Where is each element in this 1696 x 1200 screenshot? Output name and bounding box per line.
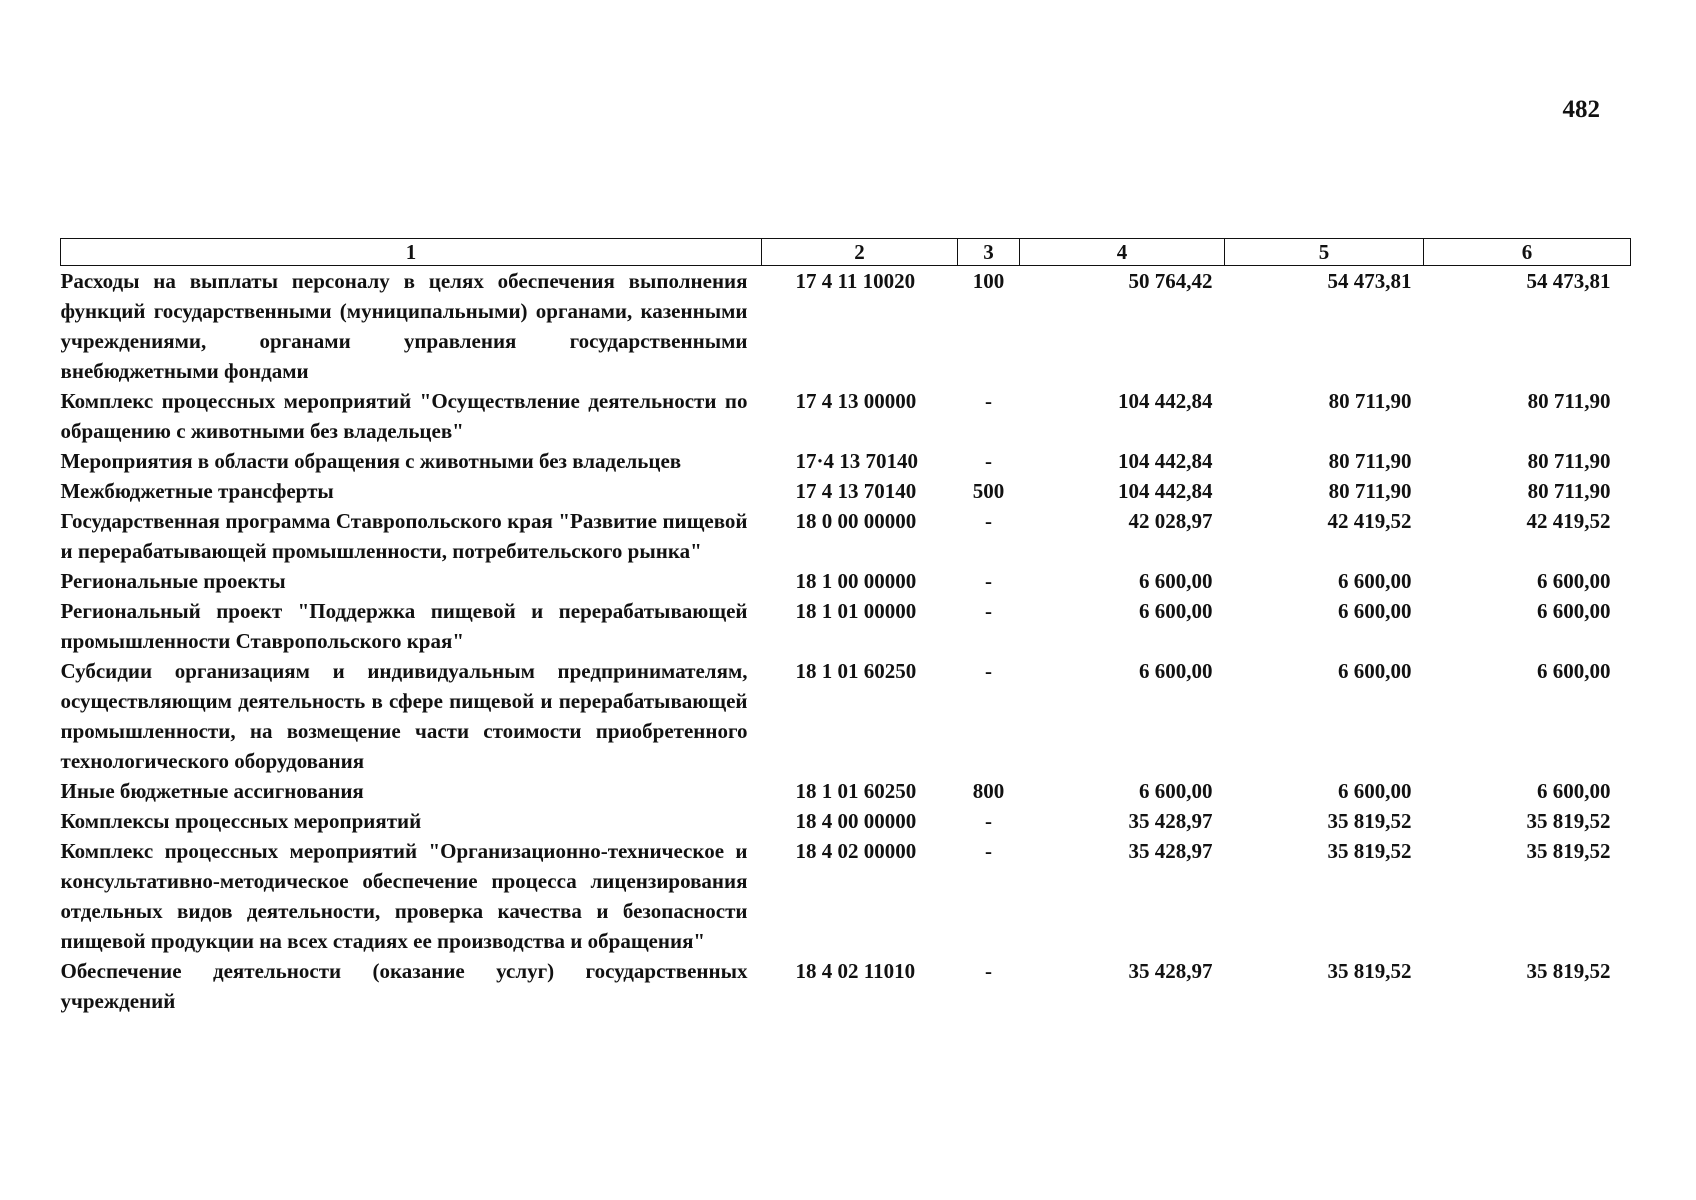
amount-col-4: 35 428,97 — [1128, 809, 1213, 833]
header-cell: 4 — [1020, 239, 1225, 266]
header-cell: 6 — [1424, 239, 1631, 266]
amount-col-6: 80 711,90 — [1527, 479, 1611, 503]
amount-col-6: 6 600,00 — [1537, 599, 1611, 623]
expense-type: - — [985, 449, 992, 473]
target-code: 18 1 00 00000 — [795, 569, 917, 593]
item-name: Региональные проекты — [60, 569, 286, 593]
item-name: Обеспечение деятельности (оказание услуг) государственных учреждений — [60, 959, 748, 1013]
table-row — [61, 596, 1631, 656]
page-number: 482 — [1562, 96, 1600, 123]
table-row — [61, 806, 1631, 836]
expense-type: 100 — [972, 269, 1005, 293]
table-row — [61, 506, 1631, 566]
table-row — [61, 776, 1631, 806]
header-cell: 5 — [1225, 239, 1424, 266]
amount-col-4: 6 600,00 — [1139, 569, 1213, 593]
table-row — [61, 956, 1631, 1016]
amount-col-4: 42 028,97 — [1128, 509, 1213, 533]
amount-col-5: 6 600,00 — [1338, 569, 1412, 593]
amount-col-6: 35 819,52 — [1526, 839, 1611, 863]
amount-col-5: 80 711,90 — [1328, 449, 1412, 473]
amount-col-5: 42 419,52 — [1327, 509, 1412, 533]
amount-col-6: 80 711,90 — [1527, 449, 1611, 473]
budget-table — [60, 238, 1631, 1016]
amount-col-4: 104 442,84 — [1118, 389, 1213, 413]
target-code: 18 4 02 00000 — [795, 839, 917, 863]
target-code: 18 4 00 00000 — [795, 809, 917, 833]
table-row — [61, 386, 1631, 446]
table-row — [61, 656, 1631, 776]
target-code: 17 4 13 00000 — [795, 389, 917, 413]
amount-col-5: 35 819,52 — [1327, 809, 1412, 833]
expense-type: - — [985, 569, 992, 593]
amount-col-5: 80 711,90 — [1328, 479, 1412, 503]
item-name: Мероприятия в области обращения с животными без владельцев — [60, 449, 682, 473]
item-name: Иные бюджетные ассигнования — [60, 779, 364, 803]
expense-type: - — [985, 599, 992, 623]
header-cell: 3 — [958, 239, 1020, 266]
table-body — [61, 266, 1631, 1017]
amount-col-5: 35 819,52 — [1327, 839, 1412, 863]
target-code: 17 4 11 10020 — [795, 269, 916, 293]
amount-col-4: 35 428,97 — [1128, 959, 1213, 983]
amount-col-4: 104 442,84 — [1118, 479, 1213, 503]
header-row — [61, 239, 1631, 266]
amount-col-5: 6 600,00 — [1338, 599, 1412, 623]
amount-col-4: 50 764,42 — [1128, 269, 1213, 293]
target-code: 17·4 13 70140 — [795, 449, 919, 473]
table-row — [61, 566, 1631, 596]
expense-type: - — [985, 389, 992, 413]
table-row — [61, 446, 1631, 476]
amount-col-6: 35 819,52 — [1526, 959, 1611, 983]
target-code: 18 1 01 60250 — [795, 659, 917, 683]
expense-type: - — [985, 509, 992, 533]
amount-col-5: 6 600,00 — [1338, 659, 1412, 683]
target-code: 18 0 00 00000 — [795, 509, 917, 533]
table-row — [61, 266, 1631, 387]
item-name: Комплекс процессных мероприятий "Организационно-техническое и консультативно-методическое обеспечение процесса лицензирования отдельных видов деятельности, проверка качества и безопасности пищевой продукции на всех стадиях ее производства и обращения" — [60, 839, 748, 953]
item-name: Региональный проект "Поддержка пищевой и перерабатывающей промышленности Ставропольского края" — [60, 599, 748, 653]
amount-col-4: 35 428,97 — [1128, 839, 1213, 863]
expense-type: 800 — [972, 779, 1005, 803]
amount-col-6: 6 600,00 — [1537, 779, 1611, 803]
item-name: Межбюджетные трансферты — [60, 479, 334, 503]
amount-col-4: 6 600,00 — [1139, 599, 1213, 623]
table-row — [61, 476, 1631, 506]
amount-col-6: 54 473,81 — [1526, 269, 1611, 293]
item-name: Субсидии организациям и индивидуальным предпринимателям, осуществляющим деятельность в сфере пищевой и перерабатывающей промышленности, на возмещение части стоимости приобретенного технологического оборудования — [60, 659, 748, 773]
target-code: 18 1 01 00000 — [795, 599, 917, 623]
expense-type: - — [985, 809, 992, 833]
table-row — [61, 836, 1631, 956]
expense-type: - — [985, 839, 992, 863]
amount-col-5: 6 600,00 — [1338, 779, 1412, 803]
header-cell: 1 — [61, 239, 762, 266]
expense-type: 500 — [972, 479, 1005, 503]
amount-col-5: 35 819,52 — [1327, 959, 1412, 983]
header-cell: 2 — [762, 239, 958, 266]
amount-col-5: 80 711,90 — [1328, 389, 1412, 413]
amount-col-4: 6 600,00 — [1139, 659, 1213, 683]
amount-col-4: 6 600,00 — [1139, 779, 1213, 803]
amount-col-6: 6 600,00 — [1537, 659, 1611, 683]
expense-type: - — [985, 959, 992, 983]
target-code: 17 4 13 70140 — [795, 479, 917, 503]
item-name: Комплекс процессных мероприятий "Осуществление деятельности по обращению с животными без владельцев" — [60, 389, 748, 443]
item-name: Государственная программа Ставропольского края "Развитие пищевой и перерабатывающей промышленности, потребительского рынка" — [60, 509, 748, 563]
item-name: Комплексы процессных мероприятий — [60, 809, 422, 833]
target-code: 18 4 02 11010 — [795, 959, 916, 983]
amount-col-6: 35 819,52 — [1526, 809, 1611, 833]
amount-col-6: 6 600,00 — [1537, 569, 1611, 593]
expense-type: - — [985, 659, 992, 683]
amount-col-5: 54 473,81 — [1327, 269, 1412, 293]
target-code: 18 1 01 60250 — [795, 779, 917, 803]
amount-col-4: 104 442,84 — [1118, 449, 1213, 473]
amount-col-6: 80 711,90 — [1527, 389, 1611, 413]
item-name: Расходы на выплаты персоналу в целях обеспечения выполнения функций государственными (муниципальными) органами, казенными учреждениями, органами управления государственными внебюджетными фондами — [60, 269, 748, 383]
amount-col-6: 42 419,52 — [1526, 509, 1611, 533]
